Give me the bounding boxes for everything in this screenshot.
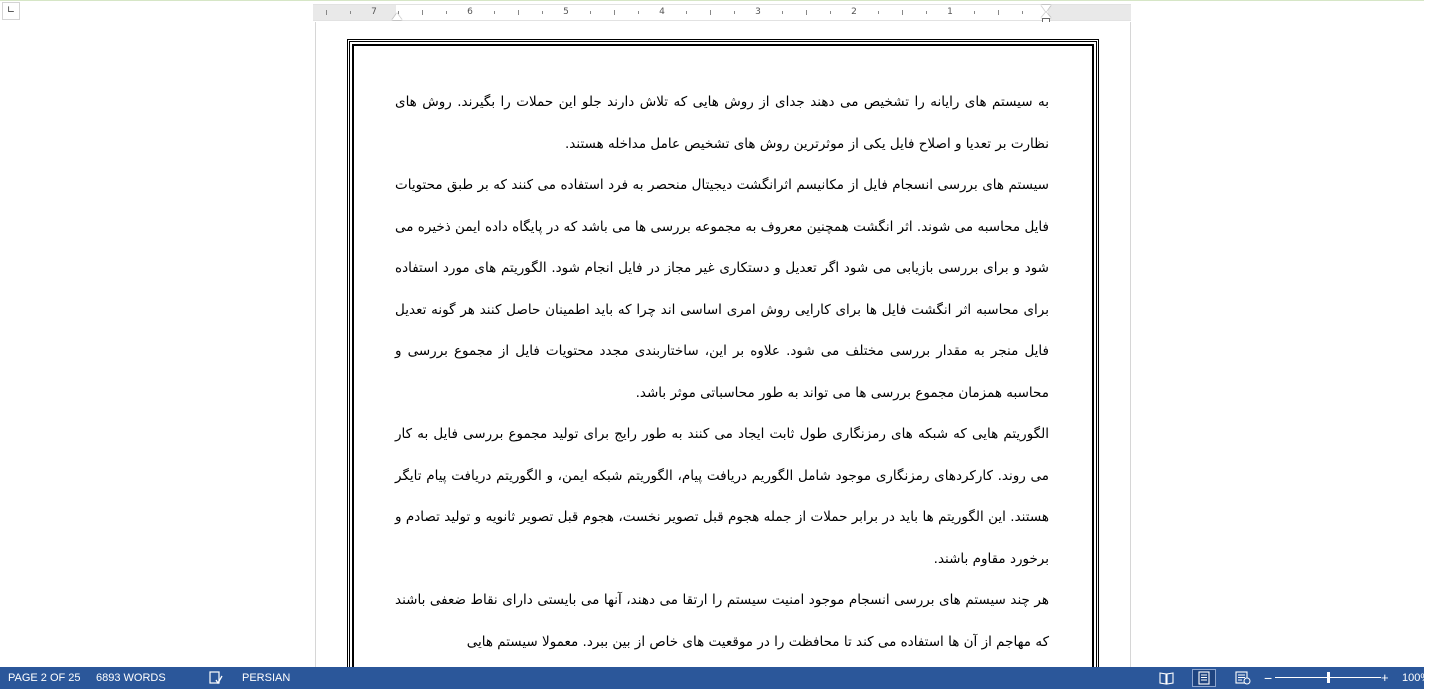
word-count[interactable]: 6893 WORDS [96, 672, 166, 684]
page-edge-right [1130, 22, 1131, 667]
tab-selector-icon[interactable]: ∟ [2, 2, 20, 20]
ruler-tick [902, 10, 903, 15]
left-indent-marker[interactable] [392, 13, 402, 20]
ruler-tick [590, 11, 591, 14]
ruler-margin-right [1048, 5, 1131, 20]
ruler-tick [542, 11, 543, 14]
ruler-tick [974, 11, 975, 14]
ruler-tick [686, 11, 687, 14]
document-body[interactable] [395, 82, 1049, 663]
page-edge-left [315, 22, 316, 667]
language-indicator[interactable]: PERSIAN [242, 672, 291, 684]
paragraph[interactable]: به سیستم های رایانه را تشخیص می دهند جدای از روش هایی که تلاش دارند جلو این حملات را بگیرند. روش های نظارت بر تعدیا و اصلاح فایل یکی از موثرترین روش های تشخیص عامل مداخله هستند. [395, 94, 1049, 152]
ruler-tick [926, 11, 927, 14]
ruler-tick [782, 11, 783, 14]
ruler-tick [806, 10, 807, 15]
ruler-tick [326, 10, 327, 15]
ruler-number: 1 [947, 7, 953, 17]
page-count[interactable]: PAGE 2 OF 25 [8, 672, 81, 684]
ruler-tick [998, 10, 999, 15]
paragraph[interactable]: الگوریتم هایی که شبکه های رمزنگاری طول ثابت ایجاد می کنند به طور رایج برای تولید مجموع بررسی فایل به کار می روند. کارکردهای رمزنگاری موجود شامل الگوریم دریافت پیام، الگوریتم شبکه ایمن، و الگوریتم دریافت پیام تایگر هستند. این الگوریتم ها باید در برابر حملات از جمله هجوم قبل تصویر نخست، هجوم قبل تصویر ثانویه و تولید تصادم و برخورد مقاوم باشند. [395, 426, 1049, 567]
print-layout-icon[interactable] [1192, 669, 1216, 687]
ruler-tick [734, 11, 735, 14]
proofing-icon[interactable] [209, 671, 223, 688]
ruler-tick [878, 11, 879, 14]
first-line-indent-marker[interactable] [1041, 5, 1051, 12]
zoom-out-button[interactable]: − [1264, 670, 1273, 686]
web-layout-icon[interactable] [1235, 671, 1251, 688]
ruler-tick [710, 10, 711, 15]
paragraph[interactable]: هر چند سیستم های بررسی انسجام موجود امنیت سیستم را ارتقا می دهند، آنها می بایستی دارای نقاط ضعفی باشند که مهاجم از آن ها استفاده می کند تا محافظت را در موقعیت های خاص از بین ببرد. معمولا سیستم هایی [395, 592, 1049, 650]
zoom-level[interactable]: 100% [1402, 672, 1430, 684]
ruler-tick [638, 11, 639, 14]
ruler-number: 4 [659, 7, 665, 17]
zoom-in-button[interactable]: + [1381, 670, 1389, 685]
ruler-tick [350, 11, 351, 14]
ruler-tick [1022, 11, 1023, 14]
zoom-slider-thumb[interactable] [1327, 672, 1330, 683]
top-accent-line [0, 0, 1424, 1]
ruler-number: 6 [467, 7, 473, 17]
ruler-tick [518, 10, 519, 15]
ruler-tick [494, 11, 495, 14]
ruler-tick [446, 11, 447, 14]
ruler-tick [830, 11, 831, 14]
ruler-number: 5 [563, 7, 569, 17]
paragraph[interactable]: سیستم های بررسی انسجام فایل از مکانیسم اثرانگشت دیجیتال منحصر به فرد استفاده می کنند که بر طبق محتویات فایل محاسبه می شوند. اثر انگشت همچنین معروف به مجموعه بررسی ها می باشد که در پایگاه داده ایمن ذخیره می شود و برای بررسی بازیابی می شود اگر تعدیل و دستکاری غیر مجاز در فایل انجام شود. الگوریتم های مورد استفاده برای محاسبه اثر انگشت فایل ها برای کارایی روش امری اساسی اند چرا که باید اطمینان حاصل کنند هر گونه تعدیل فایل منجر به مقدار بررسی مختلف می شود. علاوه بر این، ساختاربندی مجدد محتویات فایل از مجموع بررسی و محاسبه همزمان مجموع بررسی ها می تواند به طور محاسباتی موثر باشد. [395, 177, 1049, 401]
read-mode-icon[interactable] [1159, 671, 1174, 688]
horizontal-ruler[interactable] [313, 4, 1131, 21]
ruler-tick [614, 10, 615, 15]
ruler-number: 2 [851, 7, 857, 17]
ruler-number: 7 [371, 7, 377, 17]
status-bar [0, 667, 1430, 689]
ruler-number: 3 [755, 7, 761, 17]
ruler-tick [422, 10, 423, 15]
